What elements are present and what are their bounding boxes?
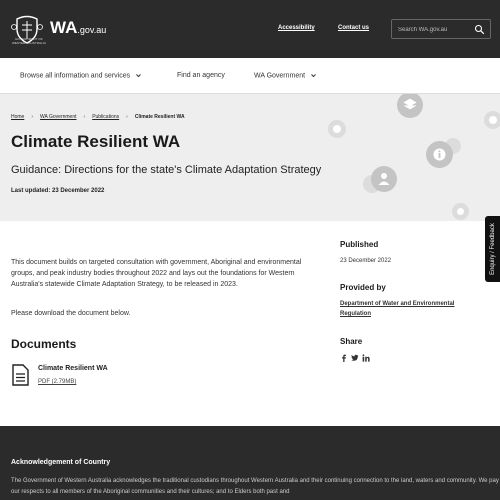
contact-us-link[interactable]: Contact us [338,25,370,31]
nav-find-agency-label: Find an agency [177,72,225,79]
published-date: 23 December 2022 [340,258,392,264]
share-heading: Share [340,337,363,346]
page-hero [0,94,500,221]
chevron-down-icon [135,72,142,79]
main-navigation [0,58,500,94]
nav-wa-government[interactable] [254,72,317,79]
decorative-bubble [397,94,423,118]
breadcrumb-separator: › [126,114,128,120]
linkedin-icon[interactable] [362,349,370,357]
nav-find-agency[interactable] [177,72,225,79]
info-icon [452,203,469,220]
brand-name: WA [50,18,78,37]
info-icon [426,141,453,168]
provided-by-heading: Provided by [340,283,386,292]
last-updated: Last updated: 23 December 2022 [11,188,105,194]
download-note: Please download the document below. [11,310,131,317]
nav-browse-services[interactable] [20,72,142,79]
acknowledgement-heading: Acknowledgement of Country [11,459,111,466]
intro-paragraph: This document builds on targeted consultation with government, Aboriginal and environmental groups, and peak industry bodies throughout 2022 and lays out the foundations for Western Australia's statewide Climate Adaptation Strategy, to be released in 2023. [11,259,302,288]
breadcrumb-publications[interactable]: Publications [92,114,120,120]
site-logo[interactable] [50,18,106,38]
breadcrumb-home[interactable]: Home [11,114,25,120]
crest-caption: GOVERNMENT OF WESTERN AUSTRALIA [11,37,47,45]
chevron-down-icon [310,72,317,79]
share-links [340,349,380,359]
twitter-icon[interactable] [351,349,359,357]
document-download-link[interactable]: PDF (2.79MB) [38,379,77,385]
person-icon [371,166,397,192]
feedback-tab-label: Enquiry / Feedback [489,223,496,275]
acknowledgement-text: The Government of Western Australia acknowledges the traditional custodians throughout Western Australia and their continuing connection to the land, waters and community. We pay our respects to all members of the Aboriginal communities and their cultures; and to Elders both past and [11,478,499,495]
search-box [391,19,491,39]
page-title: Climate Resilient WA [11,132,181,151]
decorative-bubble [371,166,397,192]
documents-heading: Documents [11,337,77,351]
site-header [0,0,500,58]
nav-wa-government-label: WA Government [254,72,306,80]
layers-icon [397,94,423,118]
decorative-bubble [484,111,500,129]
breadcrumb-wa-government[interactable]: WA Government [40,114,77,120]
document-title: Climate Resilient WA [38,365,108,372]
info-icon [484,111,500,129]
accessibility-link[interactable]: Accessibility [278,25,315,31]
breadcrumb [11,114,185,120]
decorative-bubble [328,120,346,138]
info-icon [328,120,346,138]
brand-suffix: .gov.au [77,25,107,35]
site-footer [0,426,500,500]
search-input[interactable] [398,24,468,35]
nav-browse-label: Browse all information and services [20,72,131,80]
enquiry-feedback-tab[interactable] [485,216,500,282]
document-icon [11,364,29,386]
breadcrumb-separator: › [83,114,86,120]
decorative-bubble [452,203,469,220]
search-icon[interactable] [474,24,485,35]
breadcrumb-separator: › [31,114,34,120]
decorative-bubble [426,141,453,168]
provider-link[interactable]: Department of Water and Environmental Regulation [340,301,455,317]
page-subtitle: Guidance: Directions for the state's Climate Adaptation Strategy [11,164,322,176]
published-heading: Published [340,240,379,249]
facebook-icon[interactable] [340,349,348,357]
breadcrumb-current: Climate Resilient WA [134,114,185,120]
